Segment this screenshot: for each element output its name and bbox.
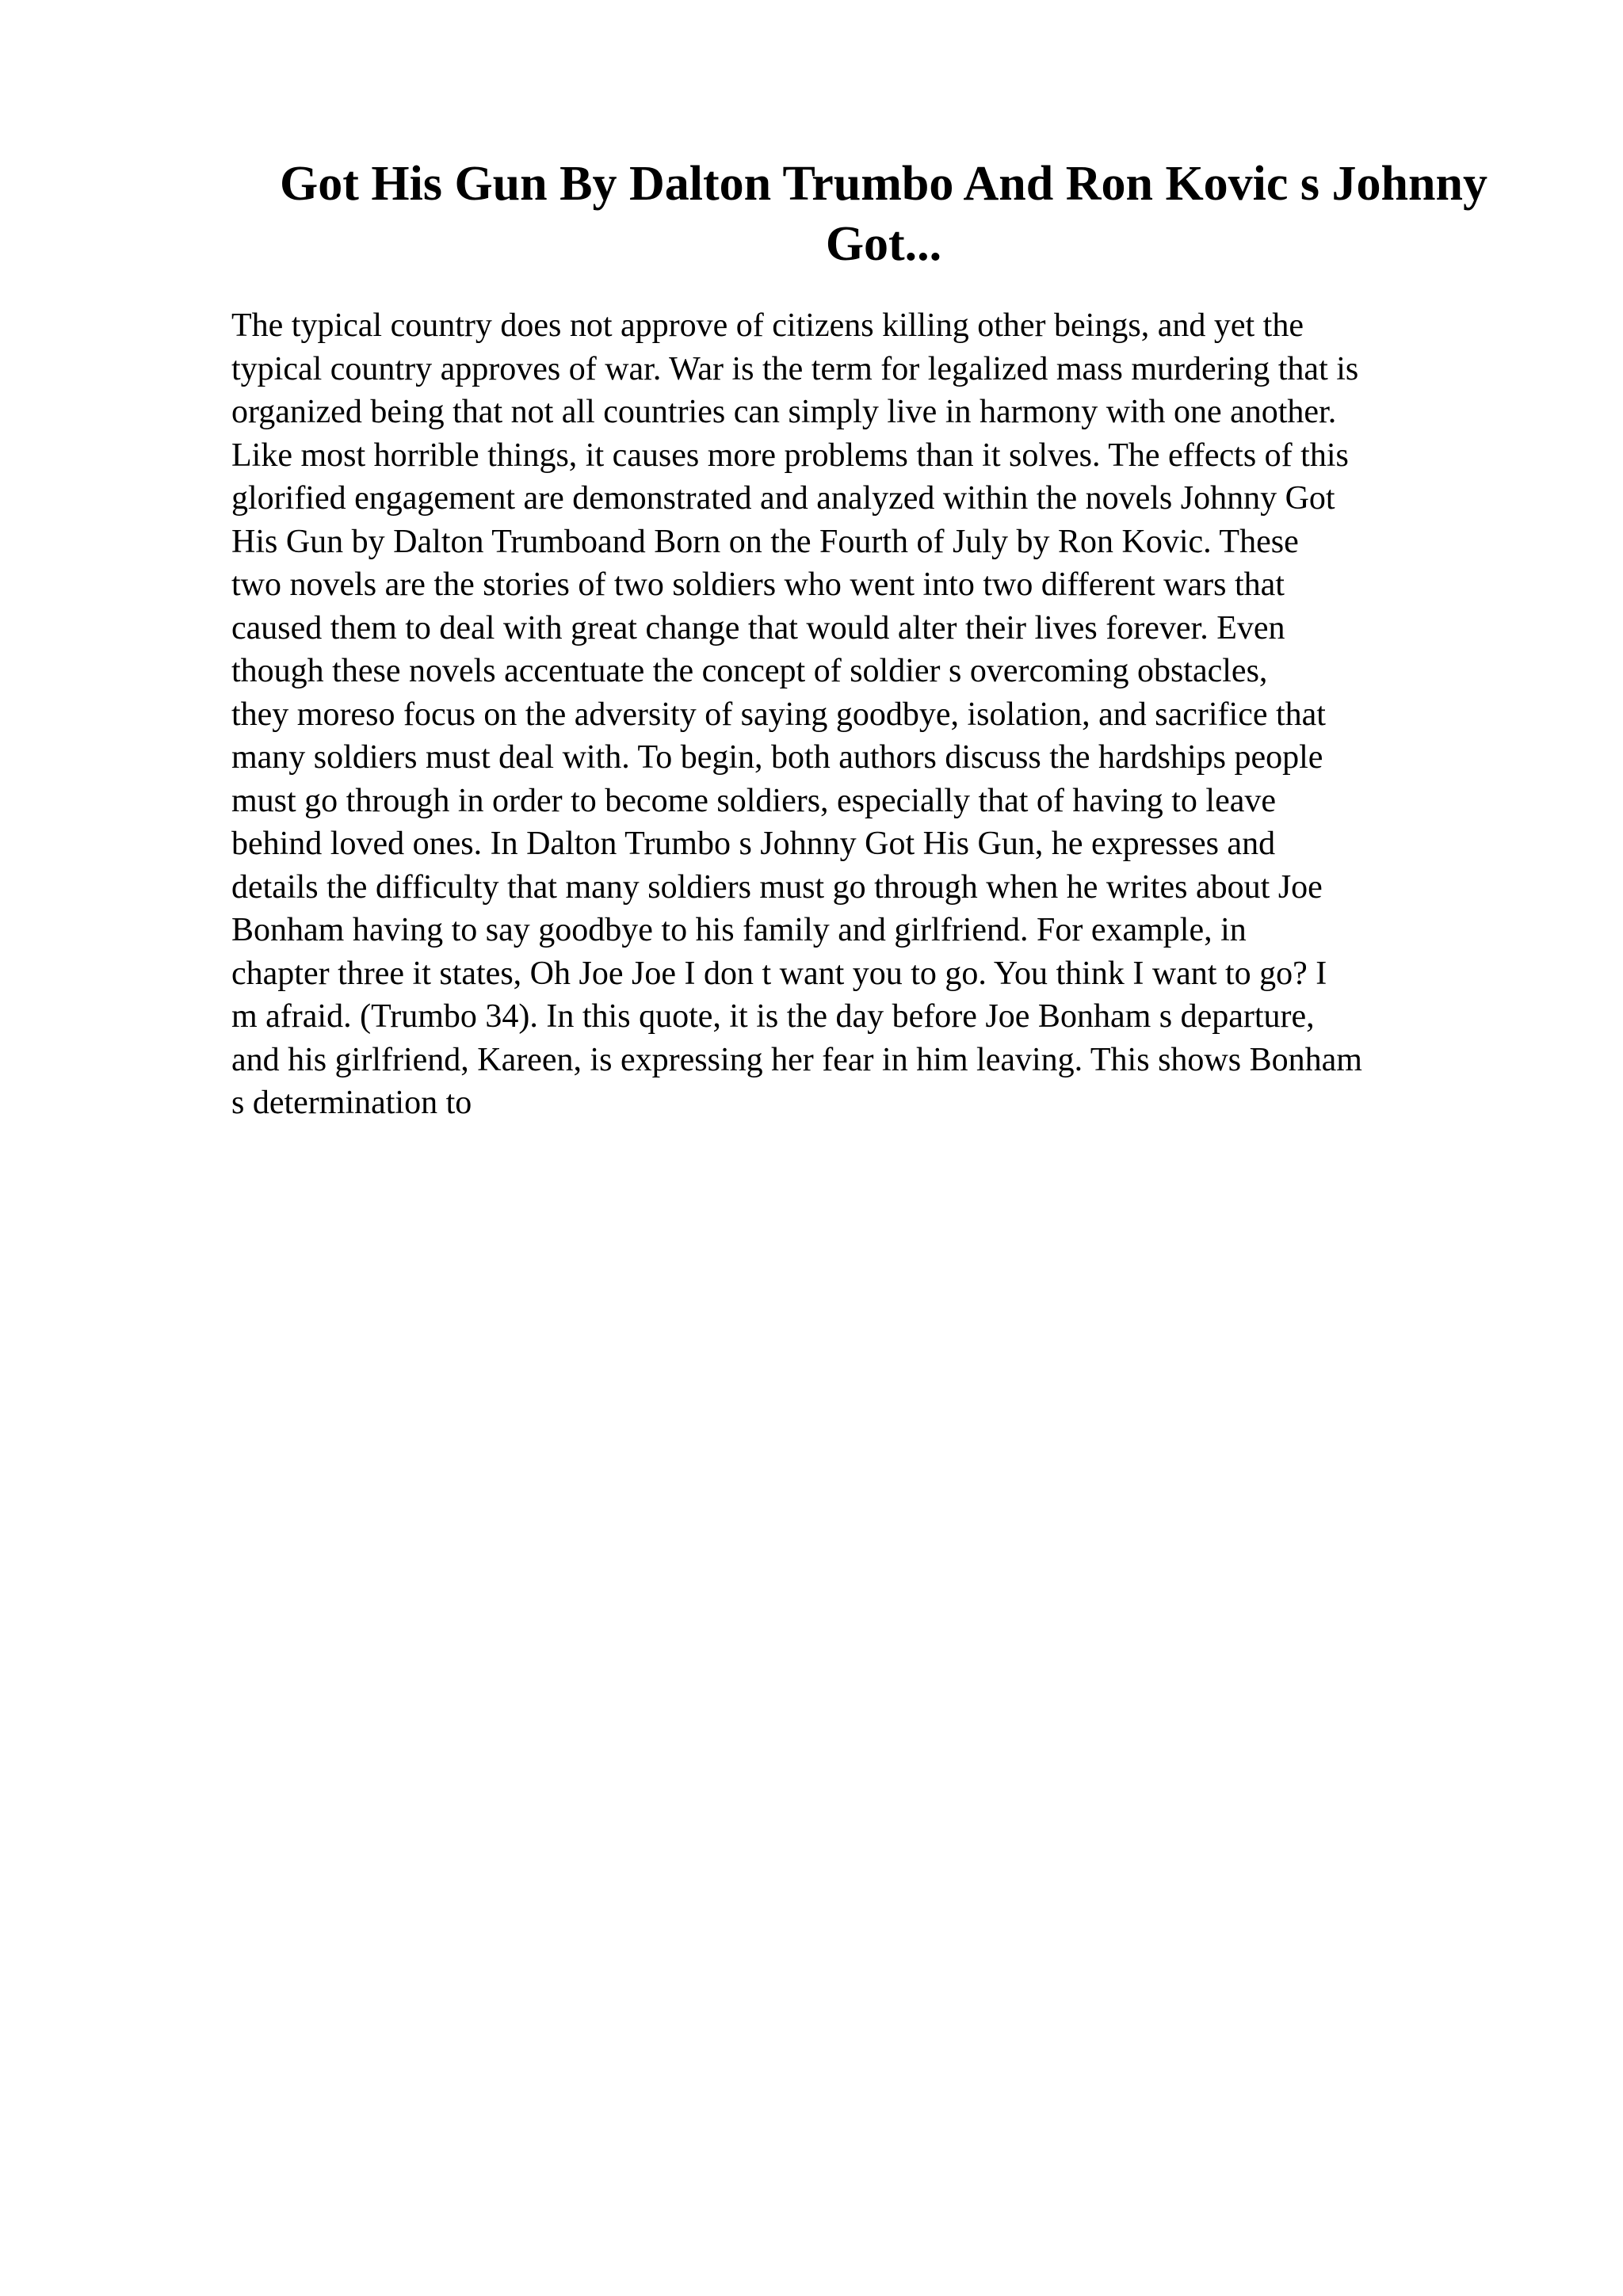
body-line: typical country approves of war. War is the term for legalized mass murdering that is [231, 350, 1359, 387]
body-line: Like most horrible things, it causes more problems than it solves. The effects of this [231, 437, 1349, 474]
body-line: Bonham having to say goodbye to his family and girlfriend. For example, in [231, 912, 1247, 948]
body-line: s determination to [231, 1085, 472, 1121]
body-line: caused them to deal with great change that would alter their lives forever. Even [231, 609, 1285, 646]
document-title [262, 154, 1506, 274]
title-line: Got... [825, 217, 942, 271]
title-line: Got His Gun By Dalton Trumbo And Ron Kovic s Johnny [280, 157, 1487, 211]
body-line: behind loved ones. In Dalton Trumbo s Johnny Got His Gun, he expresses and [231, 826, 1276, 862]
body-line: glorified engagement are demonstrated and analyzed within the novels Johnny Got [231, 480, 1335, 517]
body-line: m afraid. (Trumbo 34). In this quote, it is the day before Joe Bonham s departure, [231, 998, 1315, 1035]
body-line: and his girlfriend, Kareen, is expressing her fear in him leaving. This shows Bonham [231, 1041, 1362, 1078]
body-line: must go through in order to become soldiers, especially that of having to leave [231, 782, 1276, 819]
body-line: organized being that not all countries can simply live in harmony with one another. [231, 394, 1337, 430]
body-line: though these novels accentuate the concept of soldier s overcoming obstacles, [231, 653, 1268, 689]
body-line: details the difficulty that many soldiers must go through when he writes about Joe [231, 868, 1323, 906]
body-line: two novels are the stories of two soldiers who went into two different wars that [231, 566, 1285, 603]
body-line: His Gun by Dalton Trumboand Born on the Fourth of July by Ron Kovic. These [231, 523, 1299, 560]
body-line: they moreso focus on the adversity of saying goodbye, isolation, and sacrifice that [231, 696, 1326, 733]
body-line: chapter three it states, Oh Joe Joe I don t want you to go. You think I want to go? I [231, 955, 1327, 992]
document-body [231, 304, 1515, 1125]
body-line: The typical country does not approve of citizens killing other beings, and yet the [231, 307, 1304, 344]
body-line: many soldiers must deal with. To begin, both authors discuss the hardships people [231, 739, 1323, 776]
